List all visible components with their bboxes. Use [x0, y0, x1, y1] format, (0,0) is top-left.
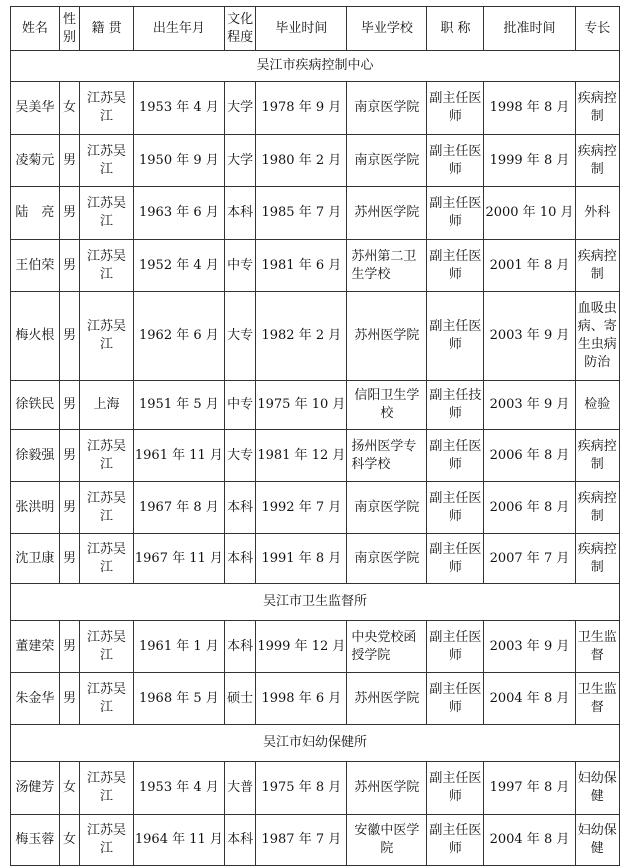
table-row — [11, 240, 620, 292]
graduation-cell: 1981 年 12 月 — [256, 430, 347, 482]
graduation-cell: 1981 年 6 月 — [256, 240, 347, 292]
gender-cell: 男 — [59, 187, 79, 240]
birth-cell: 1961 年 11 月 — [133, 430, 224, 482]
title-cell: 副主任医师 — [427, 135, 484, 187]
birth-cell: 1951 年 5 月 — [133, 381, 224, 430]
approval-cell: 2006 年 8 月 — [484, 430, 575, 482]
approval-cell: 2003 年 9 月 — [484, 381, 575, 430]
header-row — [11, 7, 620, 51]
origin-cell: 江苏吴江 — [80, 82, 134, 135]
specialty-cell: 疾病控制 — [575, 534, 620, 584]
column-header: 毕业时间 — [256, 7, 347, 51]
school-cell: 苏州医学院 — [347, 762, 427, 815]
specialty-cell: 疾病控制 — [575, 482, 620, 534]
table-row — [11, 482, 620, 534]
origin-cell: 江苏吴江 — [80, 534, 134, 584]
gender-cell: 女 — [59, 82, 79, 135]
specialty-cell: 疾病控制 — [575, 430, 620, 482]
origin-cell: 江苏吴江 — [80, 482, 134, 534]
table-row — [11, 430, 620, 482]
graduation-cell: 1999 年 12 月 — [256, 621, 347, 673]
table-row — [11, 673, 620, 725]
table-row — [11, 762, 620, 815]
school-cell: 苏州第二卫生学校 — [347, 240, 427, 292]
column-header: 文化程度 — [224, 7, 255, 51]
table-row — [11, 381, 620, 430]
gender-cell: 男 — [59, 240, 79, 292]
table-row — [11, 135, 620, 187]
gender-cell: 男 — [59, 430, 79, 482]
approval-cell: 1999 年 8 月 — [484, 135, 575, 187]
column-header: 出生年月 — [133, 7, 224, 51]
name-cell: 汤健芳 — [11, 762, 60, 815]
table-row — [11, 292, 620, 381]
graduation-cell: 1998 年 6 月 — [256, 673, 347, 725]
specialty-cell: 疾病控制 — [575, 135, 620, 187]
approval-cell: 2004 年 8 月 — [484, 673, 575, 725]
column-header: 毕业学校 — [347, 7, 427, 51]
table-row — [11, 621, 620, 673]
section-header-row — [11, 51, 620, 82]
section-title: 吴江市妇幼保健所 — [11, 725, 620, 762]
gender-cell: 男 — [59, 292, 79, 381]
name-cell: 陆 亮 — [11, 187, 60, 240]
graduation-cell: 1985 年 7 月 — [256, 187, 347, 240]
birth-cell: 1961 年 1 月 — [133, 621, 224, 673]
specialty-cell: 卫生监督 — [575, 673, 620, 725]
table-row — [11, 534, 620, 584]
education-cell: 大学 — [224, 82, 255, 135]
education-cell: 中专 — [224, 381, 255, 430]
education-cell: 大专 — [224, 430, 255, 482]
graduation-cell: 1978 年 9 月 — [256, 82, 347, 135]
graduation-cell: 1982 年 2 月 — [256, 292, 347, 381]
approval-cell: 1998 年 8 月 — [484, 82, 575, 135]
title-cell: 副主任医师 — [427, 482, 484, 534]
education-cell: 本科 — [224, 187, 255, 240]
birth-cell: 1967 年 11 月 — [133, 534, 224, 584]
school-cell: 苏州医学院 — [347, 187, 427, 240]
origin-cell: 上海 — [80, 381, 134, 430]
name-cell: 吴美华 — [11, 82, 60, 135]
name-cell: 张洪明 — [11, 482, 60, 534]
birth-cell: 1968 年 5 月 — [133, 673, 224, 725]
gender-cell: 男 — [59, 534, 79, 584]
specialty-cell: 疾病控制 — [575, 240, 620, 292]
school-cell: 南京医学院 — [347, 482, 427, 534]
staff-table — [10, 6, 620, 866]
name-cell: 董建荣 — [11, 621, 60, 673]
approval-cell: 2007 年 7 月 — [484, 534, 575, 584]
origin-cell: 江苏吴江 — [80, 762, 134, 815]
education-cell: 本科 — [224, 815, 255, 866]
education-cell: 中专 — [224, 240, 255, 292]
school-cell: 苏州医学院 — [347, 292, 427, 381]
title-cell: 副主任医师 — [427, 430, 484, 482]
school-cell: 苏州医学院 — [347, 673, 427, 725]
approval-cell: 2001 年 8 月 — [484, 240, 575, 292]
education-cell: 硕士 — [224, 673, 255, 725]
title-cell: 副主任医师 — [427, 82, 484, 135]
origin-cell: 江苏吴江 — [80, 292, 134, 381]
title-cell: 副主任技师 — [427, 381, 484, 430]
graduation-cell: 1992 年 7 月 — [256, 482, 347, 534]
title-cell: 副主任医师 — [427, 762, 484, 815]
origin-cell: 江苏吴江 — [80, 815, 134, 866]
birth-cell: 1967 年 8 月 — [133, 482, 224, 534]
gender-cell: 男 — [59, 482, 79, 534]
section-header-row — [11, 725, 620, 762]
origin-cell: 江苏吴江 — [80, 240, 134, 292]
origin-cell: 江苏吴江 — [80, 673, 134, 725]
birth-cell: 1953 年 4 月 — [133, 762, 224, 815]
school-cell: 南京医学院 — [347, 534, 427, 584]
title-cell: 副主任医师 — [427, 292, 484, 381]
approval-cell: 2006 年 8 月 — [484, 482, 575, 534]
title-cell: 副主任医师 — [427, 673, 484, 725]
origin-cell: 江苏吴江 — [80, 621, 134, 673]
school-cell: 南京医学院 — [347, 82, 427, 135]
specialty-cell: 血吸虫病、寄生虫病防治 — [575, 292, 620, 381]
table-row — [11, 82, 620, 135]
education-cell: 本科 — [224, 621, 255, 673]
school-cell: 信阳卫生学校 — [347, 381, 427, 430]
gender-cell: 女 — [59, 762, 79, 815]
title-cell: 副主任医师 — [427, 621, 484, 673]
education-cell: 大专 — [224, 292, 255, 381]
name-cell: 朱金华 — [11, 673, 60, 725]
name-cell: 梅玉蓉 — [11, 815, 60, 866]
name-cell: 凌菊元 — [11, 135, 60, 187]
name-cell: 徐毅强 — [11, 430, 60, 482]
birth-cell: 1952 年 4 月 — [133, 240, 224, 292]
origin-cell: 江苏吴江 — [80, 135, 134, 187]
table-row — [11, 815, 620, 866]
approval-cell: 2004 年 8 月 — [484, 815, 575, 866]
title-cell: 副主任医师 — [427, 240, 484, 292]
origin-cell: 江苏吴江 — [80, 430, 134, 482]
title-cell: 副主任医师 — [427, 187, 484, 240]
birth-cell: 1950 年 9 月 — [133, 135, 224, 187]
name-cell: 梅火根 — [11, 292, 60, 381]
column-header: 批准时间 — [484, 7, 575, 51]
specialty-cell: 妇幼保健 — [575, 762, 620, 815]
birth-cell: 1964 年 11 月 — [133, 815, 224, 866]
graduation-cell: 1975 年 10 月 — [256, 381, 347, 430]
approval-cell: 2003 年 9 月 — [484, 292, 575, 381]
section-title: 吴江市卫生监督所 — [11, 584, 620, 621]
approval-cell: 2000 年 10 月 — [484, 187, 575, 240]
school-cell: 扬州医学专科学校 — [347, 430, 427, 482]
specialty-cell: 疾病控制 — [575, 82, 620, 135]
section-title: 吴江市疾病控制中心 — [11, 51, 620, 82]
title-cell: 副主任医师 — [427, 534, 484, 584]
graduation-cell: 1987 年 7 月 — [256, 815, 347, 866]
gender-cell: 男 — [59, 135, 79, 187]
column-header: 姓名 — [11, 7, 60, 51]
column-header: 职 称 — [427, 7, 484, 51]
specialty-cell: 检验 — [575, 381, 620, 430]
column-header: 专长 — [575, 7, 620, 51]
school-cell: 安徽中医学院 — [347, 815, 427, 866]
gender-cell: 男 — [59, 621, 79, 673]
table-row — [11, 187, 620, 240]
education-cell: 本科 — [224, 482, 255, 534]
birth-cell: 1962 年 6 月 — [133, 292, 224, 381]
birth-cell: 1963 年 6 月 — [133, 187, 224, 240]
specialty-cell: 卫生监督 — [575, 621, 620, 673]
graduation-cell: 1991 年 8 月 — [256, 534, 347, 584]
name-cell: 沈卫康 — [11, 534, 60, 584]
gender-cell: 男 — [59, 381, 79, 430]
origin-cell: 江苏吴江 — [80, 187, 134, 240]
column-header: 性别 — [59, 7, 79, 51]
birth-cell: 1953 年 4 月 — [133, 82, 224, 135]
graduation-cell: 1980 年 2 月 — [256, 135, 347, 187]
education-cell: 大学 — [224, 135, 255, 187]
gender-cell: 女 — [59, 815, 79, 866]
graduation-cell: 1975 年 8 月 — [256, 762, 347, 815]
column-header: 籍 贯 — [80, 7, 134, 51]
school-cell: 中央党校函授学院 — [347, 621, 427, 673]
school-cell: 南京医学院 — [347, 135, 427, 187]
name-cell: 王伯荣 — [11, 240, 60, 292]
section-header-row — [11, 584, 620, 621]
title-cell: 副主任医师 — [427, 815, 484, 866]
education-cell: 大普 — [224, 762, 255, 815]
specialty-cell: 妇幼保健 — [575, 815, 620, 866]
approval-cell: 1997 年 8 月 — [484, 762, 575, 815]
education-cell: 本科 — [224, 534, 255, 584]
approval-cell: 2003 年 9 月 — [484, 621, 575, 673]
gender-cell: 男 — [59, 673, 79, 725]
name-cell: 徐铁民 — [11, 381, 60, 430]
specialty-cell: 外科 — [575, 187, 620, 240]
